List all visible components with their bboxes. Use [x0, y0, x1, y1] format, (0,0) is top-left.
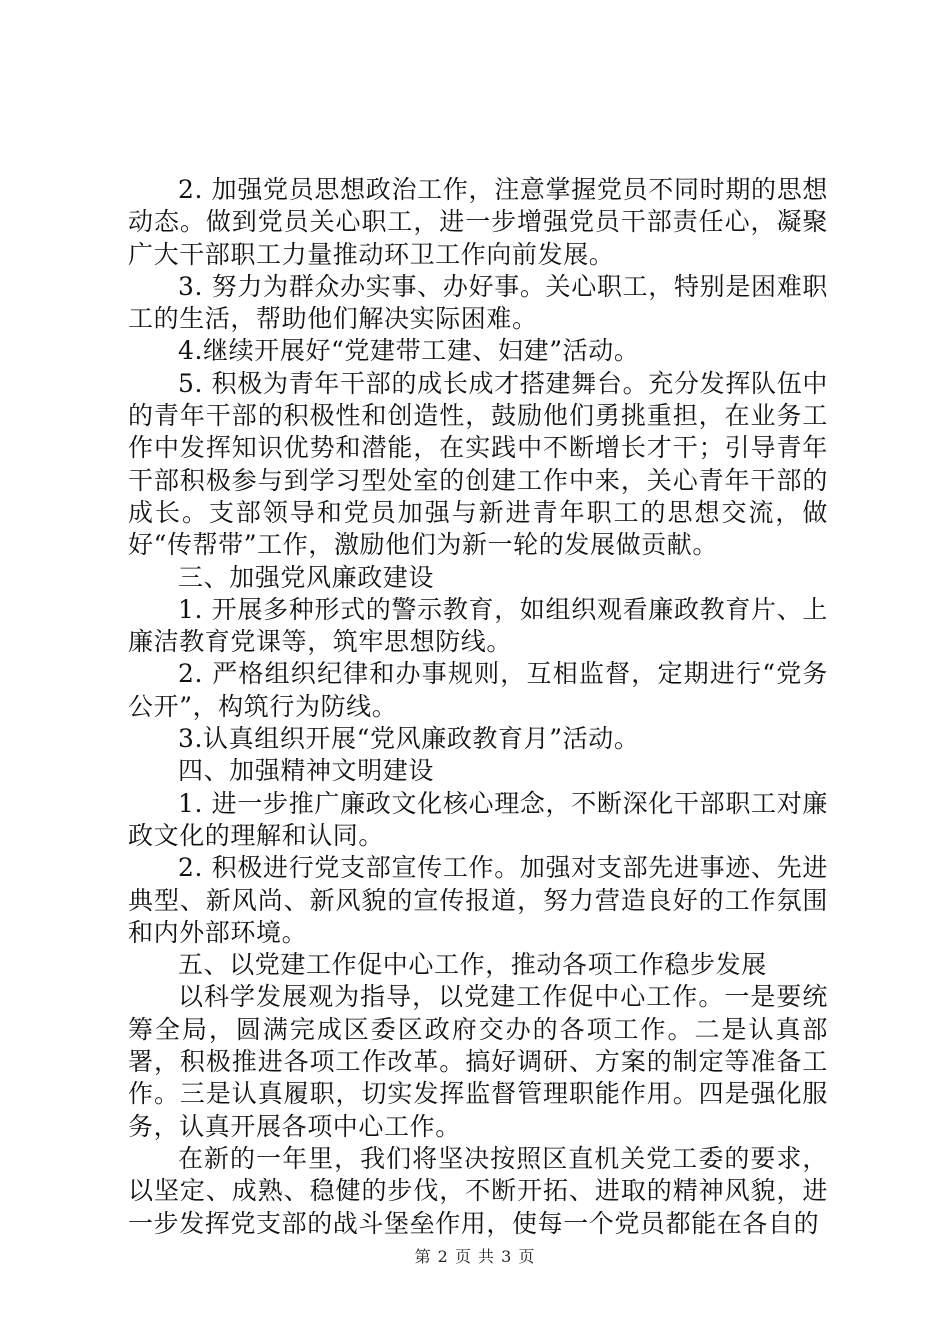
- document-body: [128, 174, 828, 1240]
- section-heading-central-work: 五、以党建工作促中心工作，推动各项工作稳步发展: [178, 950, 767, 980]
- paragraph-party-member-ideology: 2. 加强党员思想政治工作，注意掌握党员不同时期的思想动态。做到党员关心职工，进一步增强党员干部责任心，凝聚广大干部职工力量推动环卫工作向前发展。: [128, 175, 828, 269]
- paragraph-warning-education: 1. 开展多种形式的警示教育，如组织观看廉政教育片、上廉洁教育党课等，筑牢思想防线。: [128, 594, 828, 657]
- paragraph-discipline-rules: 2. 严格组织纪律和办事规则，互相监督，定期进行“党务公开”，构筑行为防线。: [128, 659, 828, 721]
- paragraph-young-cadres: 5. 积极为青年干部的成长成才搭建舞台。充分发挥队伍中的青年干部的积极性和创造性，鼓励他们勇挑重担，在业务工作中发挥知识优势和潜能，在实践中不断增长才干；引导青年干部积极参与到学习型处室的创建工作中来，关心青年干部的成长。支部领导和党员加强与新进青年职工的思想交流，做好“传帮带”工作，激励他们为新一轮的发展做贡献。: [128, 368, 828, 560]
- paragraph-publicity-work: 2. 积极进行党支部宣传工作。加强对支部先进事迹、先进典型、新风尚、新风貌的宣传报道，努力营造良好的工作氛围和内外部环境。: [128, 853, 828, 947]
- paragraph-new-year: 在新的一年里，我们将坚决按照区直机关党工委的要求，以坚定、成熟、稳健的步伐，不断开拓、进取的精神风貌，进一步发挥党支部的战斗堡垒作用，使每一个党员都能在各自的: [128, 1143, 828, 1238]
- paragraph-practical-help: 3. 努力为群众办实事、办好事。关心职工，特别是困难职工的生活，帮助他们解决实际困难。: [128, 271, 828, 334]
- paragraph-integrity-month: 3.认真组织开展“党风廉政教育月”活动。: [178, 724, 640, 754]
- section-heading-civilization: 四、加强精神文明建设: [178, 756, 435, 786]
- page-number-footer: 第 2 页 共 3 页: [414, 1247, 536, 1266]
- paragraph-party-building-activity: 4.继续开展好“党建带工建、妇建”活动。: [178, 336, 640, 366]
- section-heading-integrity: 三、加强党风廉政建设: [178, 562, 435, 592]
- paragraph-scientific-development: 以科学发展观为指导，以党建工作促中心工作。一是要统筹全局，圆满完成区委区政府交办的各项工作。二是认真部署，积极推进各项工作改革。搞好调研、方案的制定等准备工作。三是认真履职，切实发挥监督管理职能作用。四是强化服务，认真开展各项中心工作。: [128, 982, 828, 1141]
- paragraph-integrity-culture: 1. 进一步推广廉政文化核心理念，不断深化干部职工对廉政文化的理解和认同。: [128, 788, 828, 850]
